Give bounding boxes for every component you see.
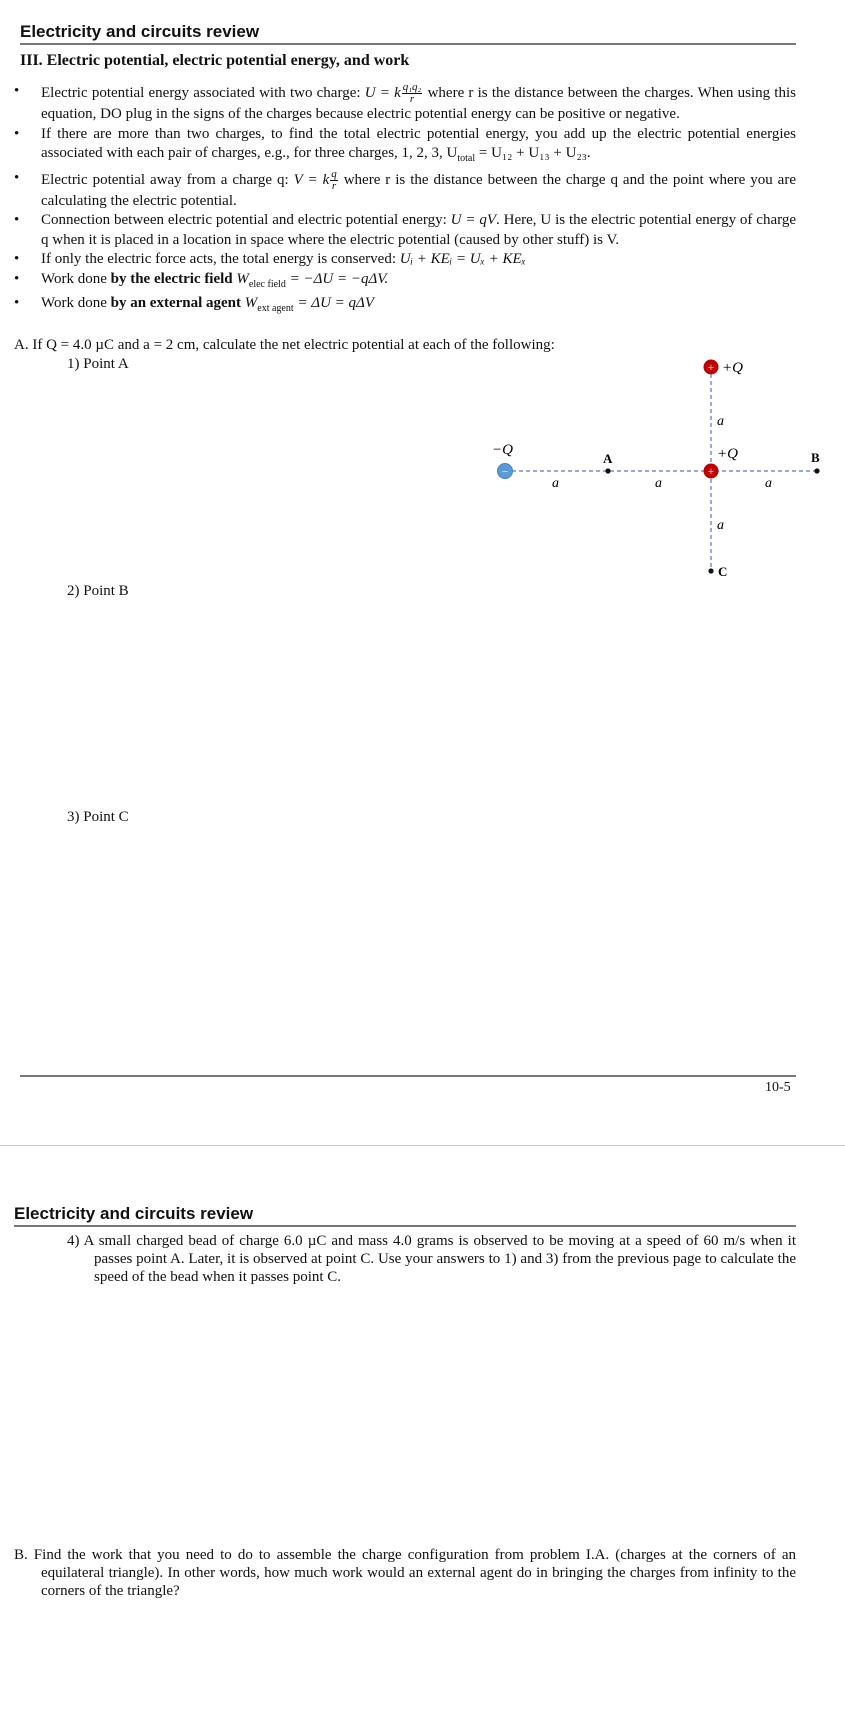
- problem-b-statement: B. Find the work that you need to do to assemble the charge configuration from problem I.A. (charges at the corners of an equilateral triangle). In other words, how much work would an external agent do in bringing the charges from infinity to the corners of the triangle?: [14, 1547, 796, 1599]
- positive-sign-center: +: [707, 466, 715, 478]
- negative-sign: −: [501, 466, 509, 478]
- positive-charge-center-label: +Q: [717, 446, 738, 462]
- bullet-potential-energy: • Electric potential energy associated with two charge: U = k $\frac{\text{q₁q₂}}{r}$ where r is the distance between the charges. When using this equation, DO plug in the signs of the charges because electric potential energy can be positive or negative.: [10, 82, 796, 125]
- bullet-work-field: • Work done by the electric field $W_{elec field} = -\Delta U = -q\Delta V$.: [10, 270, 796, 295]
- footer-rule: [20, 1075, 796, 1077]
- distance-label-center-to-b: a: [765, 476, 772, 491]
- bullet-work-external: • Work done by an external agent $W_{ext agent} = \Delta U = q\Delta V$: [10, 294, 796, 319]
- question-point-a: 1) Point A: [67, 356, 129, 372]
- distance-label-neg-to-a: a: [552, 476, 559, 491]
- negative-charge-label: −Q: [492, 442, 513, 458]
- point-a-dot: [605, 468, 610, 473]
- question-point-b: 2) Point B: [67, 583, 129, 599]
- fraction-q-over-r: $\frac{q}{r}$: [331, 167, 337, 192]
- distance-label-top-to-center: a: [717, 414, 724, 429]
- problem-a-statement: A. If Q = 4.0 µC and a = 2 cm, calculate the net electric potential at each of the following:: [14, 337, 555, 353]
- bullet-electric-potential: • Electric potential away from a charge q: V = k $\frac{q}{r}$ where r is the distance between the charge q and the point where you are calculating the electric potential.: [10, 169, 796, 212]
- formula-bullet-list: [10, 82, 796, 319]
- distance-label-a-to-center: a: [655, 476, 662, 491]
- point-c-dot: [708, 568, 713, 573]
- positive-sign-top: +: [707, 362, 715, 374]
- page-separator: [0, 1145, 845, 1146]
- point-b-label: B: [811, 450, 820, 465]
- question-4-statement: 4) A small charged bead of charge 6.0 µC and mass 4.0 grams is observed to be moving at a speed of 60 m/s when it passes point A. Later, it is observed at point C. Use your answers to 1) and 3) from the previous page to calculate the speed of the bead when it passes point C.: [67, 1233, 796, 1285]
- page-number: 10-5: [765, 1080, 791, 1095]
- charge-diagram: [480, 345, 830, 585]
- fraction-q1q2-over-r: $\frac{\text{q₁q₂}}{r}$: [402, 81, 422, 105]
- distance-label-center-to-c: a: [717, 518, 724, 533]
- point-a-label: A: [603, 451, 613, 466]
- point-c-label: C: [718, 564, 728, 579]
- page2-header-rule: [14, 1225, 796, 1227]
- header-rule: [20, 43, 796, 45]
- section-title: III. Electric potential, electric potential energy, and work: [20, 52, 410, 69]
- question-point-c: 3) Point C: [67, 809, 129, 825]
- bullet-energy-conservation: • If only the electric force acts, the total energy is conserved: Uᵢ + KEᵢ = Uₓ + KEₓ: [10, 250, 796, 270]
- positive-charge-top-label: +Q: [722, 360, 743, 376]
- point-b-dot: [814, 468, 819, 473]
- bullet-u-qv: • Connection between electric potential and electric potential energy: U = qV. Here, U is the electric potential energy of charge q when it is placed in a location in space where the electric potential (caused by other stuff) is V.: [10, 211, 796, 250]
- page2-header: Electricity and circuits review: [14, 1204, 254, 1223]
- page-header: Electricity and circuits review: [20, 22, 260, 41]
- bullet-total-energy: • If there are more than two charges, to find the total electric potential energy, you add up the electric potential energies associated with each pair of charges, e.g., for three charges, 1, 2, 3, $U_{total} = U_{12} + U_{13} + U_{23}$.: [10, 125, 796, 169]
